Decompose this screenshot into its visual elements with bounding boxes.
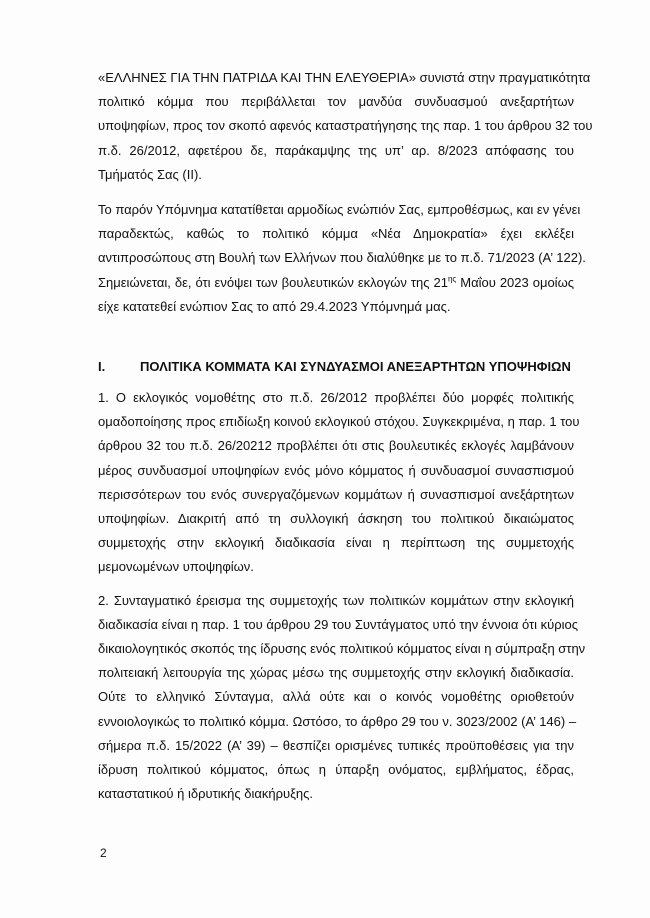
section-number: Ι. [98,359,106,375]
text-line: σήμερα π.δ. 15/2022 (Α’ 39) – θεσπίζει ορισμένες τυπικές προϋποθέσεις για την [98,737,574,753]
page-number: 2 [100,846,107,860]
text-line: μεμονωμένων υποψηφίων. [98,559,254,575]
text-line: «ΕΛΛΗΝΕΣ ΓΙΑ ΤΗΝ ΠΑΤΡΙΔΑ ΚΑΙ ΤΗΝ ΕΛΕΥΘΕΡΙΑ» συνιστά στην πραγματικότητα [98,70,591,85]
text-line: συμμετοχής στην εκλογική διαδικασία είναι η περίπτωση της συμμετοχής [98,535,574,551]
text-line: ίδρυση πολιτικού κόμματος, όπως η ύπαρξη ονόματος, εμβλήματος, έδρας, [98,762,574,778]
text-line: 1. Ο εκλογικός νομοθέτης στο π.δ. 26/2012 προβλέπει δύο μορφές πολιτικής [98,390,574,406]
text-line [98,271,574,295]
text-line: μέρος συνδυασμοί υποψηφίων ενός μόνο κόμματος ή συνδυασμοί συνασπισμού [98,462,574,478]
text-fragment: Μαΐου 2023 ομοίως [456,274,574,290]
text-line: αντιπροσώπους στη Βουλή των Ελλήνων που διαλύθηκε με το π.δ. 71/2023 (Α’ 122). [98,250,586,266]
document-body [98,66,593,806]
text-line: 2. Συνταγματικό έρεισμα της συμμετοχής των πολιτικών κομμάτων στην εκλογική [98,592,574,608]
text-line: ομαδοποίησης προς επιδίωξη κοινού εκλογικού στόχου. Συγκεκριμένα, η παρ. 1 του [98,414,580,430]
section-title: ΠΟΛΙΤΙΚΑ ΚΟΜΜΑΤΑ ΚΑΙ ΣΥΝΔΥΑΣΜΟΙ ΑΝΕΞΑΡΤΗΤΩΝ ΥΠΟΨΗΦΙΩΝ [140,359,571,375]
text-line: υποψηφίων. Διακριτή από τη συλλογική άσκηση του πολιτικού δικαιώματος [98,511,574,527]
ordinal-superscript: ης [447,274,457,284]
text-line: άρθρου 32 του π.δ. 26/20212 προβλέπει ότι στις βουλευτικές εκλογές λαμβάνουν [98,438,574,454]
text-fragment: Σημειώνεται, δε, ότι ενόψει των βουλευτικών εκλογών της 21 [98,274,448,290]
paragraph-point-2 [98,589,586,807]
text-line: διαδικασία είναι η παρ. 1 του άρθρου 29 του Συντάγματος υπό την έννοια ότι κύριος [98,616,579,632]
paragraph-point-1 [98,386,580,580]
text-line: δικαιολογητικός σκοπός της ίδρυσης ενός πολιτικού κόμματος είναι η σύμπραξη στην [98,641,586,657]
text-line: περισσότερων του ενός συνεργαζόμενων κομμάτων ή συνασπισμοί ανεξάρτητων [98,486,574,502]
text-line: παραδεκτώς, καθώς το πολιτικό κόμμα «Νέα Δημοκρατία» έχει εκλέξει [98,226,574,242]
text-line: είχε κατατεθεί ενώπιον Σας το από 29.4.2023 Υπόμνημά μας. [98,298,451,314]
text-line: Ούτε το ελληνικό Σύνταγμα, αλλά ούτε και ο κοινός νομοθέτης οριοθετούν [98,689,574,705]
text-line: Το παρόν Υπόμνημα κατατίθεται αρμοδίως ενώπιόν Σας, εμπροθέσμως, και εν γένει [98,202,581,218]
intro-paragraph [98,66,593,187]
text-line: καταστατικού ή ιδρυτικής διακήρυξης. [98,786,314,802]
submission-paragraph [98,198,586,319]
text-line: πολιτειακή λειτουργία της χώρας μέσω της συμμετοχής στην εκλογική διαδικασία. [98,665,574,681]
text-line: εννοιολογικώς το πολιτικό κόμμα. Ωστόσο, το άρθρο 29 του ν. 3023/2002 (Α’ 146) – [98,713,577,729]
text-line: πολιτικό κόμμα που περιβάλλεται τον μανδύα συνδυασμού ανεξαρτήτων [98,94,574,110]
text-line: Τμήματός Σας (ΙΙ). [98,166,202,182]
text-line: π.δ. 26/2012, αφετέρου δε, παράκαμψης της υπ’ αρ. 8/2023 απόφασης του [98,142,574,158]
section-heading [98,355,574,379]
text-line: υποψηφίων, προς τον σκοπό αφενός καταστρατήγησης της παρ. 1 του άρθρου 32 του [98,118,593,134]
